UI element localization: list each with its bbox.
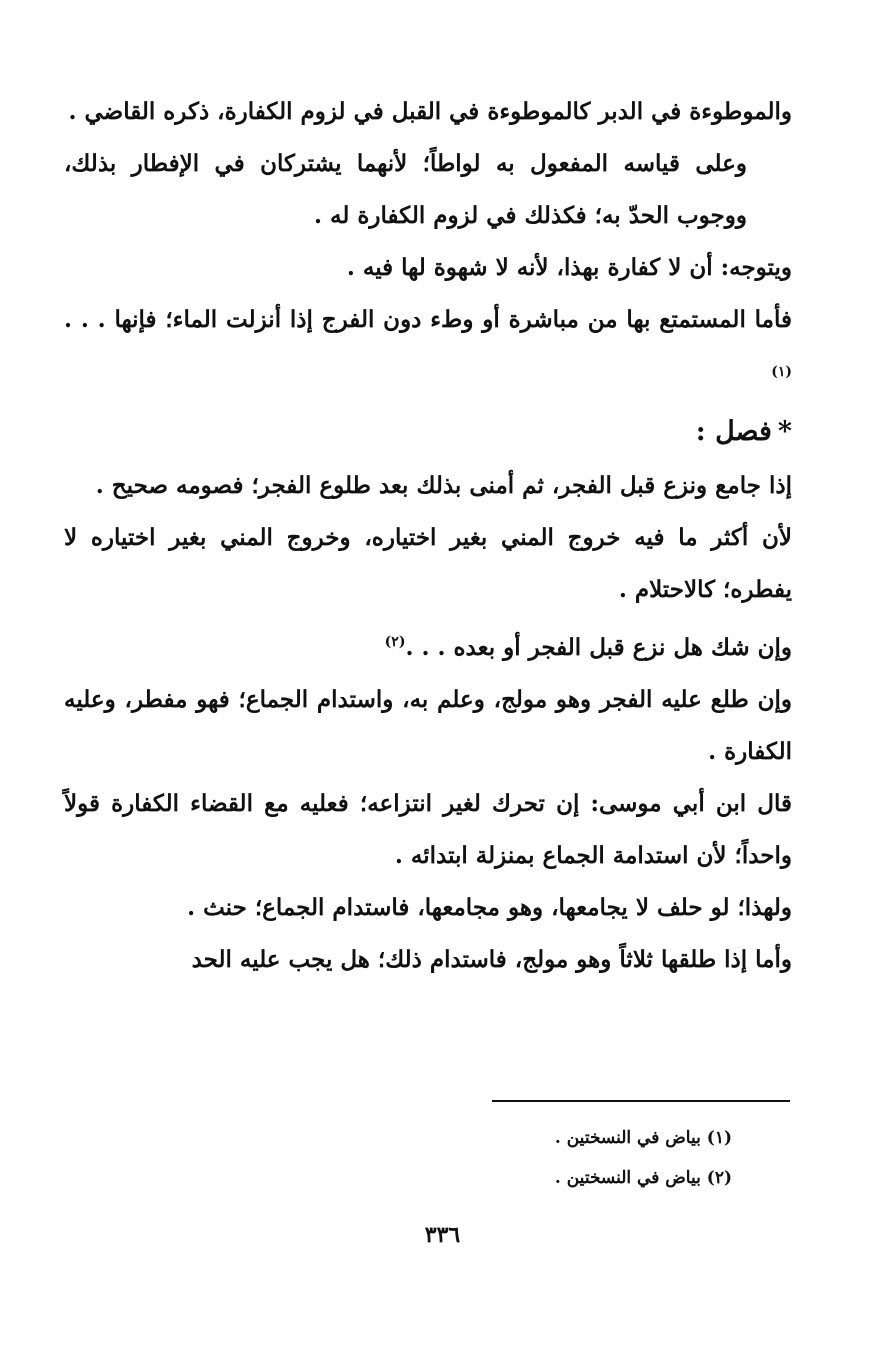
section-heading xyxy=(64,404,792,460)
footnote-marker-1: (١) xyxy=(771,364,792,380)
paragraph-2-text: وعلى قياسه المفعول به لواطاً؛ لأنهما يشتركان في الإفطار بذلك، ووجوب الحدّ به؛ فكذلك في لزوم الكفارة له . xyxy=(64,150,747,229)
paragraph-3-text: ويتوجه: أن لا كفارة بهذا، لأنه لا شهوة لها فيه . xyxy=(346,254,792,281)
paragraph-7 xyxy=(64,616,792,674)
paragraph-7-text: وإن شك هل نزع قبل الفجر أو بعده . . . xyxy=(405,634,792,661)
footnotes xyxy=(555,1118,732,1198)
page-body xyxy=(64,86,792,986)
paragraph-10: ولهذا؛ لو حلف لا يجامعها، وهو مجامعها، فاستدام الجماع؛ حنث . xyxy=(187,894,792,921)
paragraph-1: والموطوءة في الدبر كالموطوءة في القبل في لزوم الكفارة، ذكره القاضي . xyxy=(68,98,792,125)
paragraph-3 xyxy=(64,242,792,294)
page-number: ٣٣٦ xyxy=(424,1222,461,1248)
section-heading-text: فصل : xyxy=(695,416,772,447)
asterisk-icon: * xyxy=(777,416,792,447)
footnote-1: (١) بياض في النسختين . xyxy=(554,1128,732,1148)
paragraph-5: إذا جامع ونزع قبل الفجر، ثم أمنى بذلك بعد طلوع الفجر؛ فصومه صحيح . xyxy=(95,472,792,499)
paragraph-8: وإن طلع عليه الفجر وهو مولج، وعلم به، واستدام الجماع؛ فهو مفطر، وعليه الكفارة . xyxy=(64,686,792,765)
paragraph-6: لأن أكثر ما فيه خروج المني بغير اختياره، وخروج المني بغير اختياره لا يفطره؛ كالاحتلام . xyxy=(64,524,792,603)
paragraph-4-text: فأما المستمتع بها من مباشرة أو وطء دون الفرج إذا أنزلت الماء؛ فإنها . . . xyxy=(64,306,792,333)
paragraph-9: قال ابن أبي موسى: إن تحرك لغير انتزاعه؛ فعليه مع القضاء الكفارة قولاً واحداً؛ لأن استدامة الجماع بمنزلة ابتدائه . xyxy=(64,790,792,869)
footnote-divider xyxy=(492,1100,790,1102)
paragraph-4 xyxy=(64,294,792,404)
paragraph-11: وأما إذا طلقها ثلاثاً وهو مولج، فاستدام ذلك؛ هل يجب عليه الحد xyxy=(191,946,792,973)
footnote-marker-2: (٢) xyxy=(384,634,406,650)
paragraph-2 xyxy=(64,138,792,242)
footnote-2: (٢) بياض في النسختين . xyxy=(554,1168,732,1188)
